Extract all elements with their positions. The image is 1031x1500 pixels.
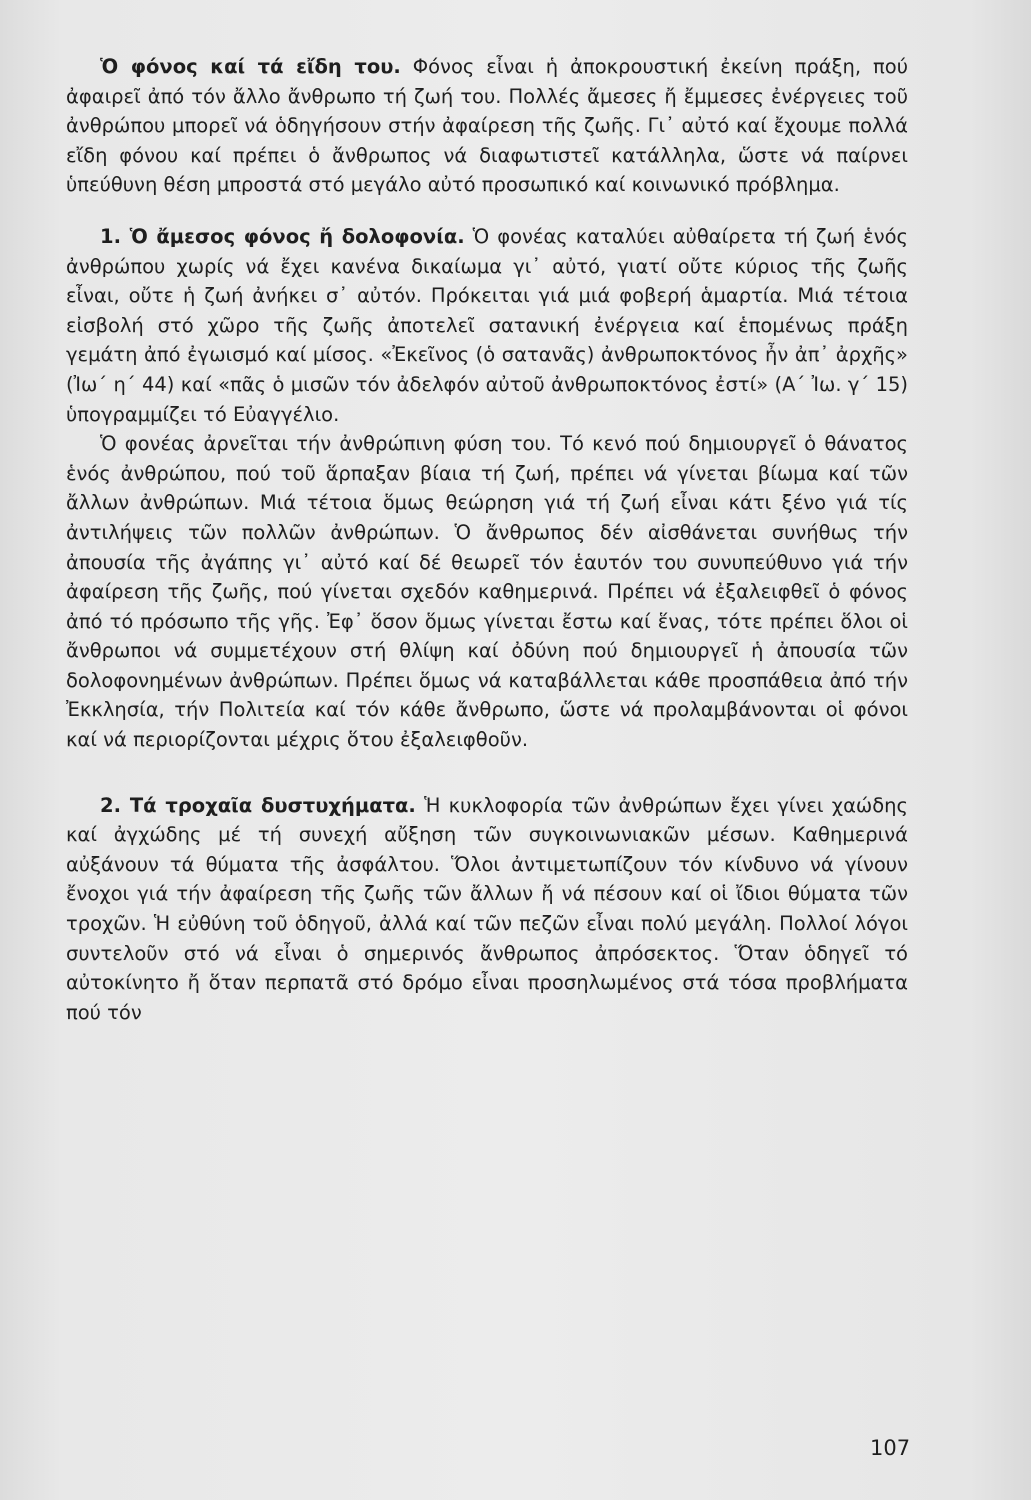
paragraph-text: Ἡ κυκλοφορία τῶν ἀνθρώπων ἔχει γίνει χαώδης καί ἀγχώδης μέ τή συνεχή αὔξηση τῶν συγκοινωνιακῶν μέσων. Καθημερινά αὐξάνουν τά θύματα τῆς ἀσφάλτου. Ὅλοι ἀντιμετωπίζουν τόν κίνδυνο νά γίνουν ἔνοχοι γιά τήν ἀφαίρεση τῆς ζωῆς τῶν ἄλλων ἤ νά πέσουν καί οἱ ἴδιοι θύματα τῶν τροχῶν. Ἡ εὐθύνη τοῦ ὁδηγοῦ, ἀλλά καί τῶν πεζῶν εἶναι πολύ μεγάλη. Πολλοί λόγοι συντελοῦν στό νά εἶναι ὁ σημερινός ἄνθρωπος ἀπρόσεκτος. Ὅταν ὁδηγεῖ τό αὐτοκίνητο ἤ ὅταν περπατᾶ στό δρόμο εἶναι προσηλωμένος στά τόσα προβλήματα πού τόν [66,793,908,1024]
section-heading-murder-types: Ὁ φόνος καί τά εἴδη του. [100,55,401,78]
paragraph-direct-murder [66,222,908,429]
paragraph-text: Ὁ φονέας καταλύει αὐθαίρετα τή ζωή ἑνός ἀνθρώπου χωρίς νά ἔχει κανένα δικαίωμα γι᾿ αὐτό, γιατί οὔτε κύριος τῆς ζωῆς εἶναι, οὔτε ἡ ζωή ἀνήκει σ᾿ αὐτόν. Πρόκειται γιά μιά φοβερή ἁμαρτία. Μιά τέτοια εἰσβολή στό χῶρο τῆς ζωῆς ἀποτελεῖ σατανική ἐνέργεια καί ἑπομένως πράξη γεμάτη ἀπό ἐγωισμό καί μίσος. «Ἐκεῖνος (ὁ σατανᾶς) ἀνθρωποκτόνος ἦν ἀπ᾿ ἀρχῆς» (Ἰω΄ η΄ 44) καί «πᾶς ὁ μισῶν τόν ἀδελφόν αὐτοῦ ἀνθρωποκτόνος ἐστί» (Α΄ Ἰω. γ΄ 15) ὑπογραμμίζει τό Εὐαγγέλιο. [66,224,908,426]
page-body [66,52,908,1027]
section-heading-traffic-accidents: 2. Τά τροχαῖα δυστυχήματα. [100,793,416,817]
paragraph-text: Ὁ φονέας ἀρνεῖται τήν ἀνθρώπινη φύση του. Τό κενό πού δημιουργεῖ ὁ θάνατος ἑνός ἀνθρώπου, πού τοῦ ἅρπαξαν βίαια τή ζωή, πρέπει νά γίνεται βίωμα καί τῶν ἄλλων ἀνθρώπων. Μιά τέτοια ὅμως θεώρηση γιά τή ζωή εἶναι κάτι ξένο γιά τίς ἀντιλήψεις τῶν πολλῶν ἀνθρώπων. Ὁ ἄνθρωπος δέν αἰσθάνεται συνήθως τήν ἀπουσία τῆς ἀγάπης γι᾿ αὐτό καί δέ θεωρεῖ τόν ἑαυτόν του συνυπεύθυνο γιά τήν ἀφαίρεση τῆς ζωῆς, πού γίνεται σχεδόν καθημερινά. Πρέπει νά ἐξαλειφθεῖ ὁ φόνος ἀπό τό πρόσωπο τῆς γῆς. Ἐφ᾿ ὅσον ὅμως γίνεται ἔστω καί ἕνας, τότε πρέπει ὅλοι οἱ ἄνθρωποι νά συμμετέχουν στή θλίψη καί ὀδύνη πού δημιουργεῖ ἡ ἀπουσία τῶν δολοφονημένων ἀνθρώπων. Πρέπει ὅμως νά καταβάλλεται κάθε προσπάθεια ἀπό τήν Ἐκκλησία, τήν Πολιτεία καί τόν κάθε ἄνθρωπο, ὥστε νά προλαμβάνονται οἱ φόνοι καί νά περιορίζονται μέχρις ὅτου ἐξαλειφθοῦν. [66,432,908,752]
paragraph-traffic-accidents [66,791,908,1028]
section-heading-direct-murder: 1. Ὁ ἄμεσος φόνος ἤ δολοφονία. [100,224,465,248]
paragraph-murderer-denies [66,429,908,755]
paragraph-text: Φόνος εἶναι ἡ ἀποκρουστική ἐκείνη πράξη, πού ἀφαιρεῖ ἀπό τόν ἄλλο ἄνθρωπο τή ζωή του. Πολλές ἄμεσες ἤ ἔμμεσες ἐνέργειες τοῦ ἀνθρώπου μπορεῖ νά ὁδηγήσουν στήν ἀφαίρεση τῆς ζωῆς. Γι᾿ αὐτό καί ἔχουμε πολλά εἴδη φόνου καί πρέπει ὁ ἄνθρωπος νά διαφωτιστεῖ κατάλληλα, ὥστε νά παίρνει ὑπεύθυνη θέση μπροστά στό μεγάλο αὐτό προσωπικό καί κοινωνικό πρόβλημα. [66,55,908,197]
page-number: 107 [870,1436,911,1460]
paragraph-murder-types [66,52,908,200]
